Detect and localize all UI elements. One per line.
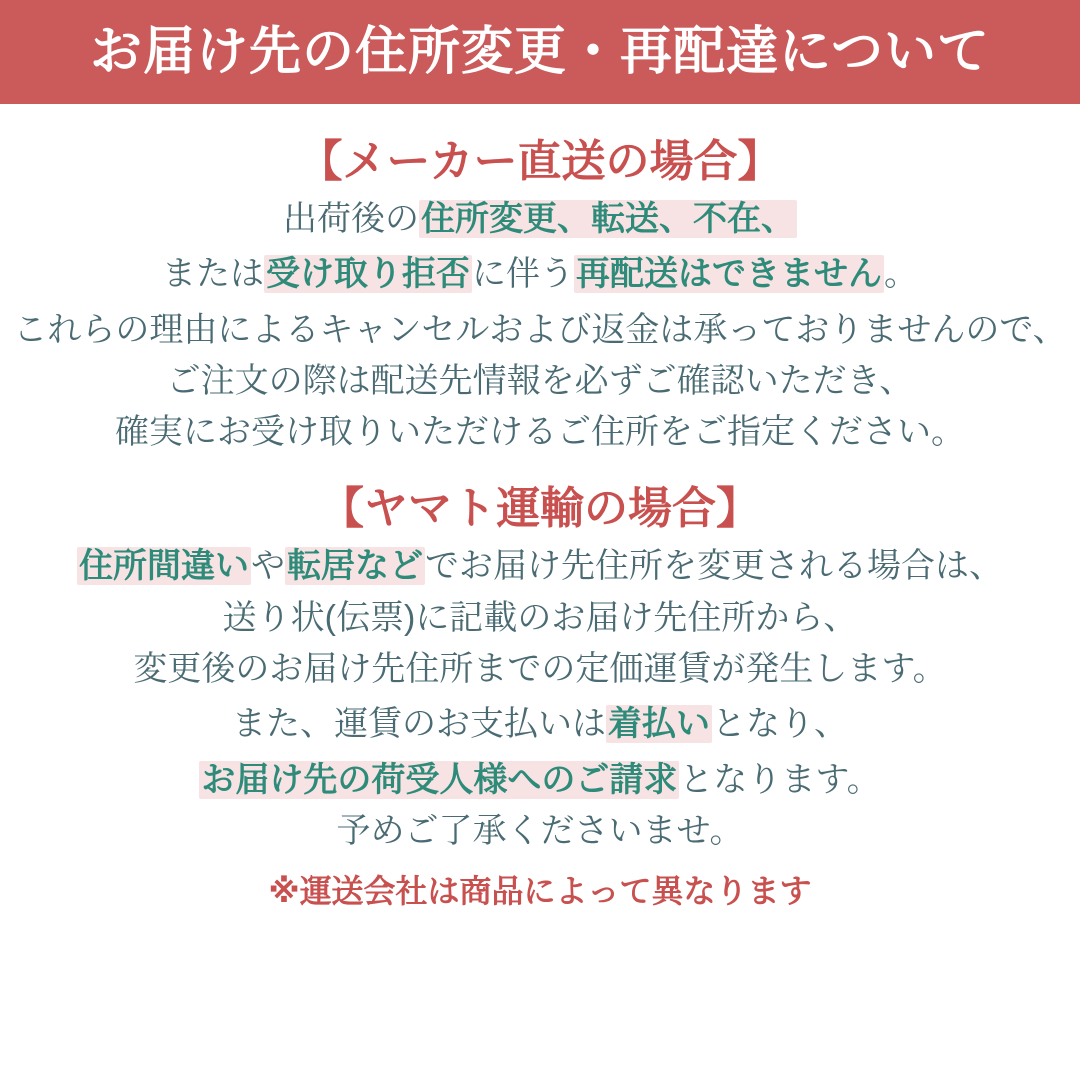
text-run: 予めご了承くださいませ。 (336, 811, 744, 850)
highlight-run: 住所変更、転送、不在、 (421, 200, 795, 238)
notice-line (133, 645, 946, 694)
text-run: でお届け先住所を変更される場合は、 (425, 547, 1003, 586)
text-run: 確実にお受け取りいただけるご住所をご指定ください。 (115, 413, 965, 452)
section-heading-maker: 【メーカー直送の場合】 (298, 137, 782, 186)
text-run: または (162, 255, 264, 294)
page-banner (0, 0, 1080, 104)
text-run: に伴う (472, 255, 574, 294)
highlight-run: 再配送はできません (576, 255, 882, 294)
notice-line (167, 357, 914, 406)
notice-line (283, 195, 797, 244)
text-run: となり、 (712, 705, 848, 744)
highlight-run: 住所間違い (79, 547, 249, 586)
text-run: 出荷後の (283, 200, 419, 238)
section-heading-yamato: 【ヤマト運輸の場合】 (320, 484, 760, 534)
text-run: ご注文の際は配送先情報を必ずご確認いただき、 (166, 361, 914, 400)
notice-line (115, 408, 965, 457)
text-run: また、運賃のお支払いは (232, 705, 606, 744)
notice-body (0, 104, 1080, 1080)
text-run: 。 (884, 255, 918, 294)
text-run: これらの理由によるキャンセルおよび返金は承っておりませんので、 (13, 310, 1067, 349)
notice-line (337, 807, 744, 856)
notice-line (232, 700, 848, 749)
text-run: 送り状(伝票)に記載のお届け先住所から、 (222, 598, 858, 637)
notice-line (13, 306, 1066, 355)
notice-line (199, 756, 880, 805)
page-title: お届け先の住所変更・再配達について (90, 23, 990, 81)
footnote: ※運送会社は商品によって異なります (268, 873, 812, 910)
notice-line (77, 542, 1003, 591)
notice-line (162, 250, 918, 299)
highlight-run: 着払い (608, 705, 710, 744)
highlight-run: 転居など (287, 547, 423, 586)
highlight-run: お届け先の荷受人様へのご請求 (201, 760, 678, 799)
highlight-run: 受け取り拒否 (266, 255, 470, 294)
text-run: や (251, 547, 285, 586)
text-run: となります。 (679, 760, 881, 799)
text-run: 変更後のお届け先住所までの定価運賃が発生します。 (133, 650, 947, 689)
notice-line (223, 594, 858, 643)
